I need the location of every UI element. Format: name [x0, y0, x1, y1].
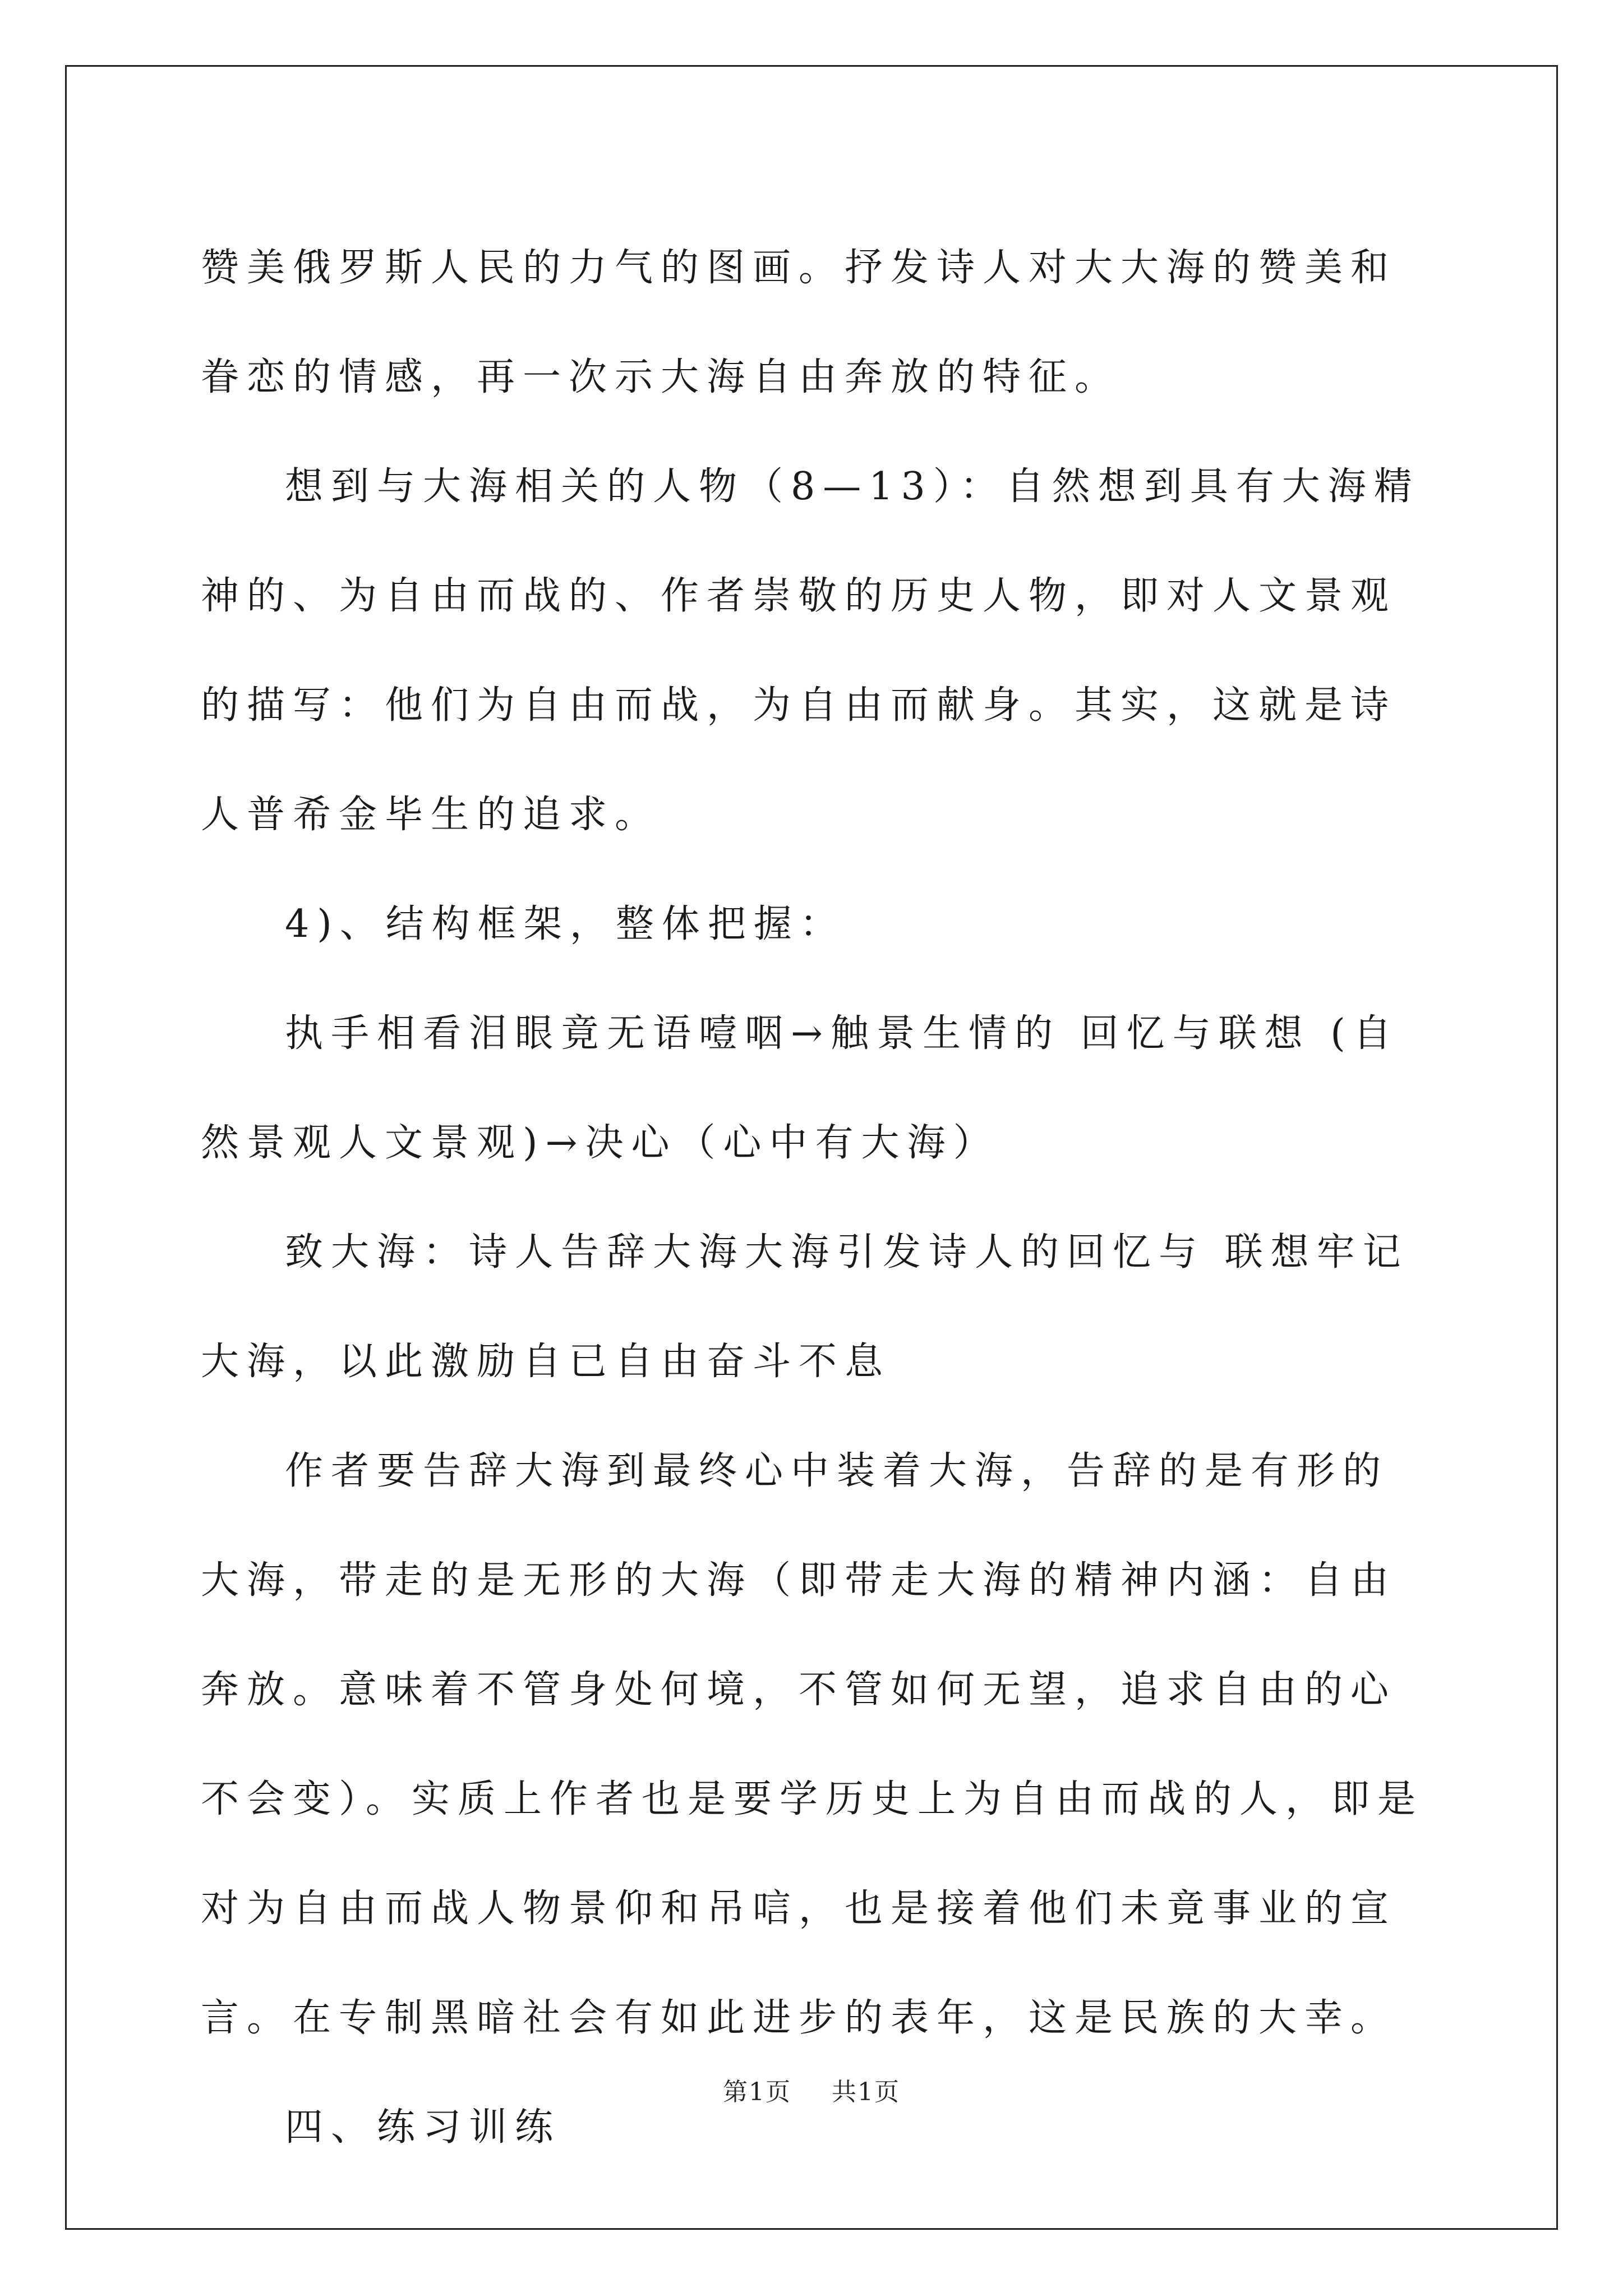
page-footer: [0, 2076, 1623, 2109]
paragraph-7: 四、练习训练: [285, 2105, 561, 2150]
paragraph-2: 想到与大海相关的人物（8—13）：自然想到具有大海精神的、为自由而战的、作者崇敬的历史人物，即对人文景观的描写：他们为自由而战，为自由而献身。其实，这就是诗人普希金毕生的追求。: [201, 464, 1420, 837]
document-body: [201, 213, 1427, 2182]
paragraph-1: 赞美俄罗斯人民的力气的图画。抒发诗人对大大海的赞美和眷恋的情感，再一次示大海自由奔放的特征。: [201, 246, 1397, 399]
paragraph-5: 致大海：诗人告辞大海大海引发诗人的回忆与 联想牢记大海，以此激励自已自由奋斗不息: [201, 1230, 1409, 1384]
page-number-total: 共1页: [832, 2078, 900, 2106]
paragraph-4: 执手相看泪眼竟无语噎咽→触景生情的 回忆与联想 (自然景观人文景观)→决心（心中有大海）: [201, 1011, 1399, 1165]
page-number-current: 第1页: [723, 2078, 791, 2106]
paragraph-3: 4)、结构框架，整体把握：: [285, 902, 846, 946]
paragraph-6: 作者要告辞大海到最终心中装着大海，告辞的是有形的大海，带走的是无形的大海（即带走大海的精神内涵：自由奔放。意味着不管身处何境，不管如何无望，追求自由的心不会变）。实质上作者也是要学历史上为自由而战的人，即是对为自由而战人物景仰和吊唁，也是接着他们未竟事业的宣言。在专制黑暗社会有如此进步的表年，这是民族的大幸。: [201, 1449, 1424, 2040]
